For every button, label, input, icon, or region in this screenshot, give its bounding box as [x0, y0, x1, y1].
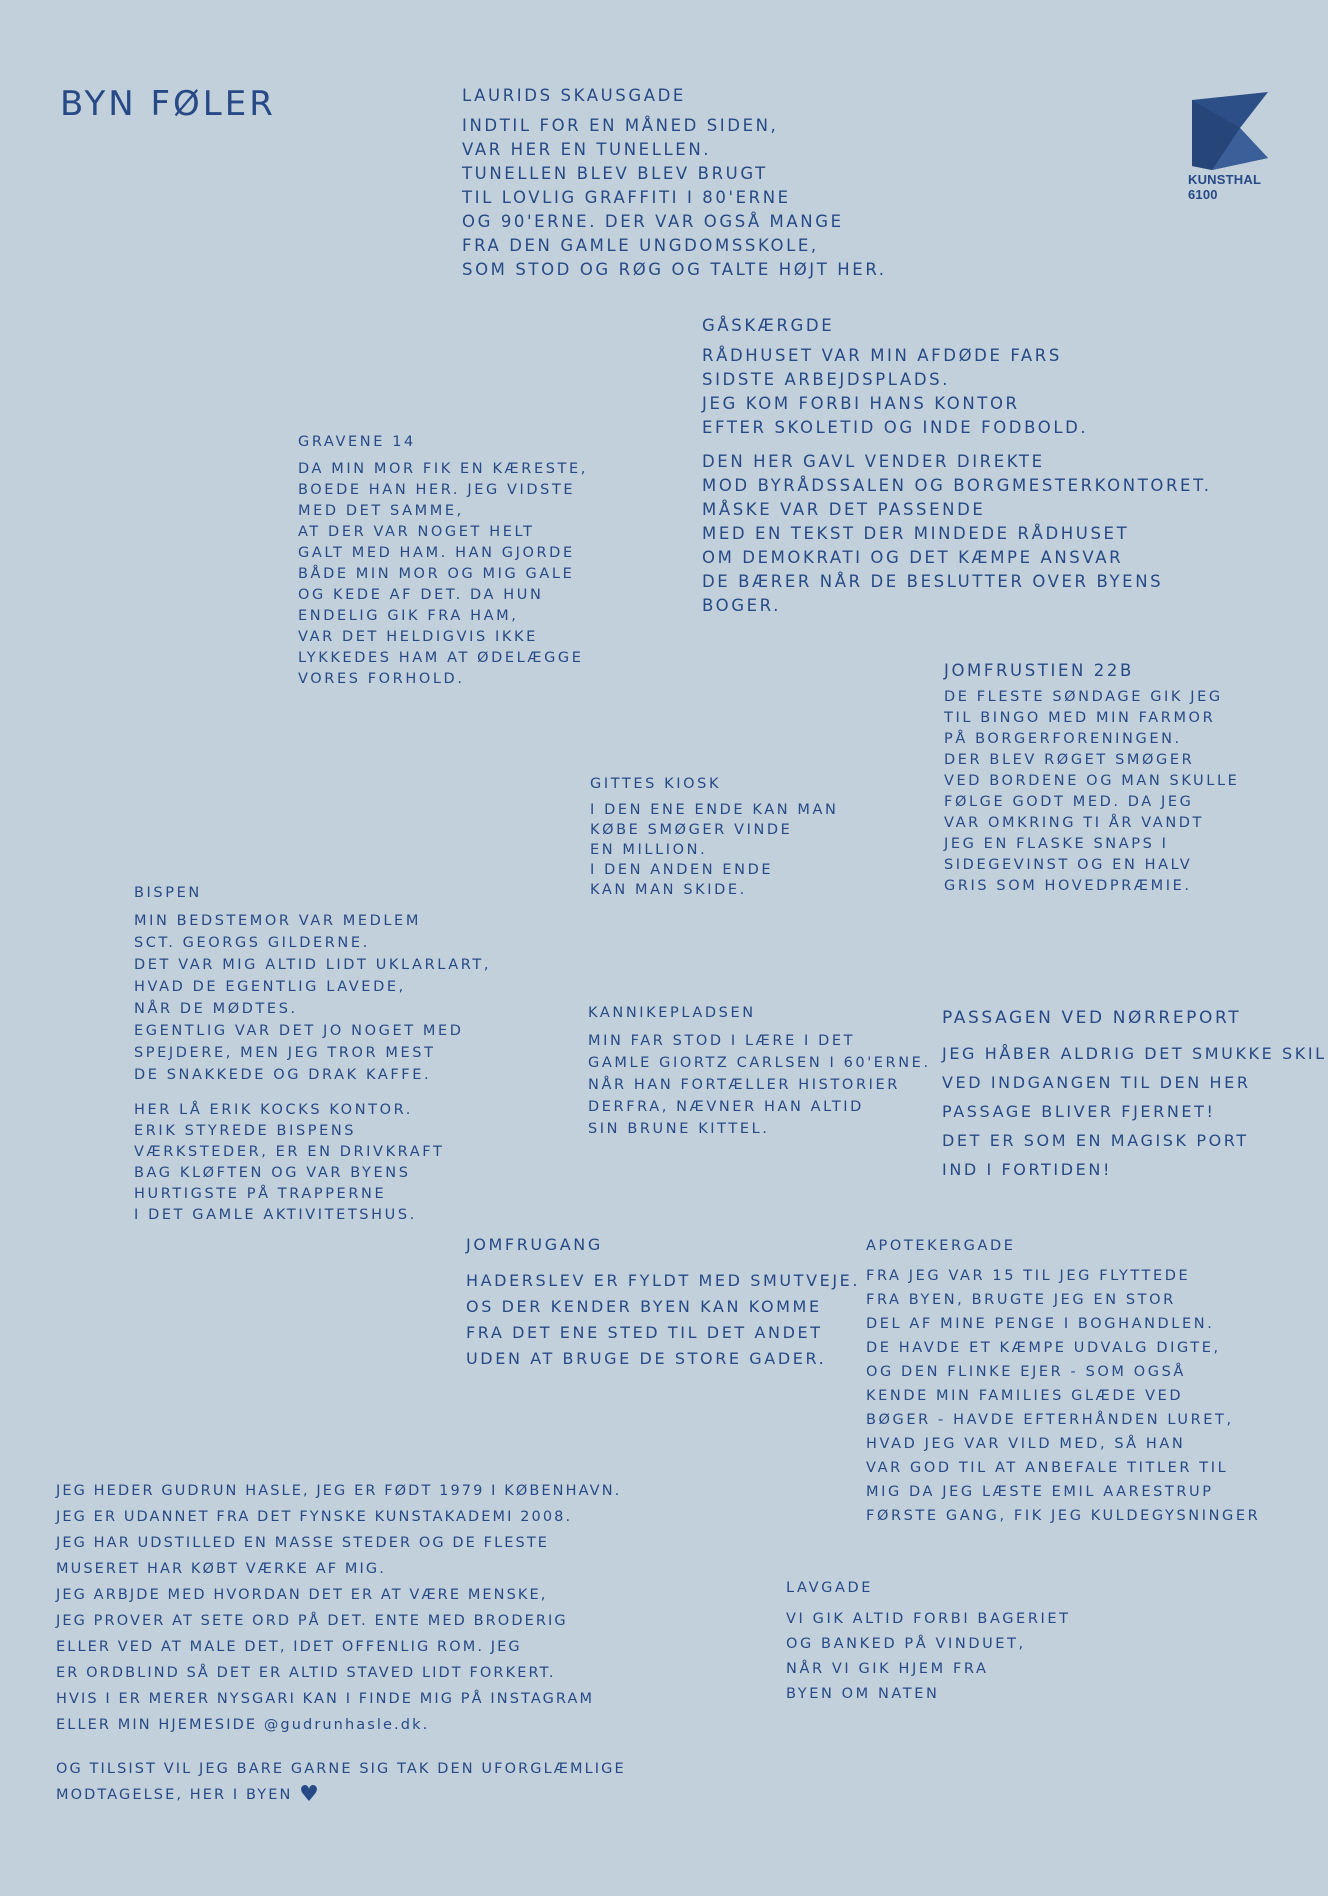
gravene-line: BÅDE MIN MOR OG MIG GALE: [298, 566, 575, 582]
passagen-line: DET ER SOM EN MAGISK PORT: [942, 1131, 1249, 1150]
apoteker-line: BØGER - HAVDE EFTERHÅNDEN LURET,: [866, 1412, 1234, 1428]
bio-closing-line: [56, 1782, 626, 1808]
bio-line: JEG ARBJDE MED HVORDAN DET ER AT VÆRE MENSKE,: [56, 1587, 548, 1603]
jomfrustien-line: GRIS SOM HOVEDPRÆMIE.: [944, 878, 1192, 894]
apoteker-line: DE HAVDE ET KÆMPE UDVALG DIGTE,: [866, 1340, 1221, 1356]
bispen-line: EGENTLIG VAR DET JO NOGET MED: [134, 1023, 464, 1039]
bispen-line: HURTIGSTE PÅ TRAPPERNE: [134, 1186, 387, 1202]
apoteker-line: DEL AF MINE PENGE I BOGHANDLEN.: [866, 1316, 1215, 1332]
gaaskaer-line: EFTER SKOLETID OG INDE FODBOLD.: [702, 418, 1089, 437]
gittes-line: KØBE SMØGER VINDE: [590, 822, 793, 838]
page-title: BYN FØLER: [60, 84, 276, 124]
gittes-section: [590, 774, 839, 900]
passagen-line: JEG HÅBER ALDRIG DET SMUKKE SKIL: [942, 1044, 1327, 1063]
laurids-section: [462, 84, 887, 282]
laurids-line: TIL LOVLIG GRAFFITI I 80'ERNE: [462, 188, 791, 207]
apoteker-line: FØRSTE GANG, FIK JEG KULDEGYSNINGER: [866, 1508, 1261, 1524]
gittes-line: EN MILLION.: [590, 842, 708, 858]
gravene-line: GALT MED HAM. HAN GJORDE: [298, 545, 575, 561]
gravene-line: MED DET SAMME,: [298, 503, 464, 519]
kannike-line: MIN FAR STOD I LÆRE I DET: [588, 1033, 856, 1049]
kunsthal-logo: [1188, 92, 1272, 202]
logo-name: KUNSTHAL: [1188, 172, 1262, 187]
bispen-section: [134, 882, 491, 1226]
jomfrugang-heading: JOMFRUGANG: [466, 1235, 603, 1254]
bispen-line: MIN BEDSTEMOR VAR MEDLEM: [134, 913, 421, 929]
gravene-line: VAR DET HELDIGVIS IKKE: [298, 629, 538, 645]
apoteker-line: MIG DA JEG LÆSTE EMIL AARESTRUP: [866, 1484, 1214, 1500]
laurids-line: OG 90'ERNE. DER VAR OGSÅ MANGE: [462, 212, 844, 231]
bio-line: ELLER MIN HJEMESIDE @gudrunhasle.dk.: [56, 1717, 430, 1733]
gravene-line: AT DER VAR NOGET HELT: [298, 524, 535, 540]
jomfrustien-line: JEG EN FLASKE SNAPS I: [944, 836, 1169, 852]
jomfrugang-section: [466, 1232, 860, 1372]
artist-bio: [56, 1478, 626, 1808]
gittes-line: KAN MAN SKIDE.: [590, 882, 747, 898]
bispen-line: DET VAR MIG ALTID LIDT UKLARLART,: [134, 957, 492, 973]
gaaskaer-line: OM DEMOKRATI OG DET KÆMPE ANSVAR: [702, 548, 1124, 567]
jomfrustien-line: FØLGE GODT MED. DA JEG: [944, 794, 1194, 810]
gaaskaer-line: MOD BYRÅDSSALEN OG BORGMESTERKONTORET.: [702, 476, 1212, 495]
apoteker-line: VAR GOD TIL AT ANBEFALE TITLER TIL: [866, 1460, 1229, 1476]
gravene-line: DA MIN MOR FIK EN KÆRESTE,: [298, 461, 588, 477]
bispen-line: SCT. GEORGS GILDERNE.: [134, 935, 370, 951]
passagen-line: IND I FORTIDEN!: [942, 1160, 1112, 1179]
bispen-line: VÆRKSTEDER, ER EN DRIVKRAFT: [134, 1144, 445, 1160]
apoteker-line: FRA BYEN, BRUGTE JEG EN STOR: [866, 1292, 1176, 1308]
bispen-line: BAG KLØFTEN OG VAR BYENS: [134, 1165, 411, 1181]
passagen-line: PASSAGE BLIVER FJERNET!: [942, 1102, 1216, 1121]
apoteker-line: HVAD JEG VAR VILD MED, SÅ HAN: [866, 1436, 1186, 1452]
bio-line: HVIS I ER MERER NYSGARI KAN I FINDE MIG PÅ INSTAGRAM: [56, 1691, 595, 1707]
kannike-line: NÅR HAN FORTÆLLER HISTORIER: [588, 1077, 900, 1093]
gaaskaer-heading: GÅSKÆRGDE: [702, 316, 835, 335]
gravene-line: VORES FORHOLD.: [298, 671, 465, 687]
logo-number: 6100: [1188, 187, 1218, 202]
jomfrustien-line: PÅ BORGERFORENINGEN.: [944, 731, 1182, 747]
laurids-line: SOM STOD OG RØG OG TALTE HØJT HER.: [462, 260, 887, 279]
jomfrustien-heading: JOMFRUSTIEN 22B: [944, 661, 1134, 680]
jomfrustien-line: VED BORDENE OG MAN SKULLE: [944, 773, 1240, 789]
gittes-line: I DEN ANDEN ENDE: [590, 862, 774, 878]
kannike-line: SIN BRUNE KITTEL.: [588, 1121, 770, 1137]
apoteker-line: KENDE MIN FAMILIES GLÆDE VED: [866, 1388, 1184, 1404]
bio-line: ER ORDBLIND SÅ DET ER ALTID STAVED LIDT FORKERT.: [56, 1665, 556, 1681]
gaaskaer-line: RÅDHUSET VAR MIN AFDØDE FARS: [702, 346, 1062, 365]
lavgade-section: [786, 1576, 1071, 1707]
apoteker-section: [866, 1234, 1260, 1528]
gaaskaer-line: JEG KOM FORBI HANS KONTOR: [702, 394, 1020, 413]
laurids-line: INDTIL FOR EN MÅNED SIDEN,: [462, 116, 779, 135]
bispen-line: HVAD DE EGENTLIG LAVEDE,: [134, 979, 406, 995]
bispen-heading: BISPEN: [134, 885, 202, 901]
jomfrustien-line: TIL BINGO MED MIN FARMOR: [944, 710, 1216, 726]
bio-closing-text: MODTAGELSE, HER I BYEN: [56, 1787, 293, 1803]
jomfrustien-line: SIDEGEVINST OG EN HALV: [944, 857, 1193, 873]
heart-icon: ♥: [299, 1782, 319, 1807]
jomfrugang-line: UDEN AT BRUGE DE STORE GADER.: [466, 1349, 827, 1368]
lavgade-line: BYEN OM NATEN: [786, 1686, 940, 1702]
kannike-heading: KANNIKEPLADSEN: [588, 1005, 756, 1021]
bio-line: JEG HEDER GUDRUN HASLE, JEG ER FØDT 1979 I KØBENHAVN.: [56, 1483, 622, 1499]
bio-line: ELLER VED AT MALE DET, IDET OFFENLIG ROM. JEG: [56, 1639, 522, 1655]
laurids-line: FRA DEN GAMLE UNGDOMSSKOLE,: [462, 236, 819, 255]
gaaskaer-line: MED EN TEKST DER MINDEDE RÅDHUSET: [702, 524, 1130, 543]
bispen-line: DE SNAKKEDE OG DRAK KAFFE.: [134, 1067, 432, 1083]
apoteker-heading: APOTEKERGADE: [866, 1238, 1016, 1254]
gravene-line: ENDELIG GIK FRA HAM,: [298, 608, 519, 624]
lavgade-line: NÅR VI GIK HJEM FRA: [786, 1661, 989, 1677]
kannike-section: [588, 1002, 931, 1140]
jomfrustien-section: [944, 660, 1239, 897]
passagen-line: VED INDGANGEN TIL DEN HER: [942, 1073, 1251, 1092]
kannike-line: DERFRA, NÆVNER HAN ALTID: [588, 1099, 864, 1115]
bio-line: MUSERET HAR KØBT VÆRKE AF MIG.: [56, 1561, 386, 1577]
bispen-line: ERIK STYREDE BISPENS: [134, 1123, 357, 1139]
apoteker-line: OG DEN FLINKE EJER - SOM OGSÅ: [866, 1364, 1186, 1380]
laurids-heading: LAURIDS SKAUSGADE: [462, 86, 686, 105]
laurids-line: TUNELLEN BLEV BLEV BRUGT: [462, 164, 768, 183]
bio-line: JEG ER UDANNET FRA DET FYNSKE KUNSTAKADEMI 2008.: [56, 1509, 573, 1525]
lavgade-line: VI GIK ALTID FORBI BAGERIET: [786, 1611, 1071, 1627]
jomfrustien-line: DE FLESTE SØNDAGE GIK JEG: [944, 689, 1223, 705]
gaaskaer-line: DEN HER GAVL VENDER DIREKTE: [702, 452, 1045, 471]
gaaskaer-line: BOGER.: [702, 596, 781, 615]
apoteker-line: FRA JEG VAR 15 TIL JEG FLYTTEDE: [866, 1268, 1191, 1284]
jomfrugang-line: OS DER KENDER BYEN KAN KOMME: [466, 1297, 822, 1316]
gittes-heading: GITTES KIOSK: [590, 776, 722, 792]
gravene-line: LYKKEDES HAM AT ØDELÆGGE: [298, 650, 584, 666]
gravene-line: OG KEDE AF DET. DA HUN: [298, 587, 544, 603]
bio-line: JEG HAR UDSTILLED EN MASSE STEDER OG DE FLESTE: [56, 1535, 550, 1551]
bio-line: JEG PROVER AT SETE ORD PÅ DET. ENTE MED BRODERIG: [56, 1613, 568, 1629]
gaaskaer-line: MÅSKE VAR DET PASSENDE: [702, 500, 986, 519]
gaaskaer-section: [702, 314, 1212, 618]
bispen-line: HER LÅ ERIK KOCKS KONTOR.: [134, 1102, 413, 1118]
passagen-heading: PASSAGEN VED NØRREPORT: [942, 1008, 1242, 1028]
gravene-heading: GRAVENE 14: [298, 434, 416, 450]
laurids-line: VAR HER EN TUNELLEN.: [462, 140, 712, 159]
bispen-line: I DET GAMLE AKTIVITETSHUS.: [134, 1207, 417, 1223]
gaaskaer-line: DE BÆRER NÅR DE BESLUTTER OVER BYENS: [702, 572, 1164, 591]
bio-closing-line: OG TILSIST VIL JEG BARE GARNE SIG TAK DEN UFORGLÆMLIGE: [56, 1761, 626, 1777]
gravene-line: BOEDE HAN HER. JEG VIDSTE: [298, 482, 576, 498]
jomfrustien-line: DER BLEV RØGET SMØGER: [944, 752, 1195, 768]
lavgade-heading: LAVGADE: [786, 1580, 874, 1596]
lavgade-line: OG BANKED PÅ VINDUET,: [786, 1636, 1026, 1652]
jomfrugang-line: HADERSLEV ER FYLDT MED SMUTVEJE.: [466, 1271, 861, 1290]
jomfrugang-line: FRA DET ENE STED TIL DET ANDET: [466, 1323, 823, 1342]
gaaskaer-line: SIDSTE ARBEJDSPLADS.: [702, 370, 951, 389]
bispen-line: SPEJDERE, MEN JEG TROR MEST: [134, 1045, 436, 1061]
bispen-line: NÅR DE MØDTES.: [134, 1001, 298, 1017]
jomfrustien-line: VAR OMKRING TI ÅR VANDT: [944, 815, 1204, 831]
kannike-line: GAMLE GIORTZ CARLSEN I 60'ERNE.: [588, 1055, 931, 1071]
kunsthal-logo-icon: [1188, 92, 1268, 172]
gravene-section: [298, 432, 588, 690]
passagen-section: [942, 1004, 1327, 1184]
gittes-line: I DEN ENE ENDE KAN MAN: [590, 802, 839, 818]
